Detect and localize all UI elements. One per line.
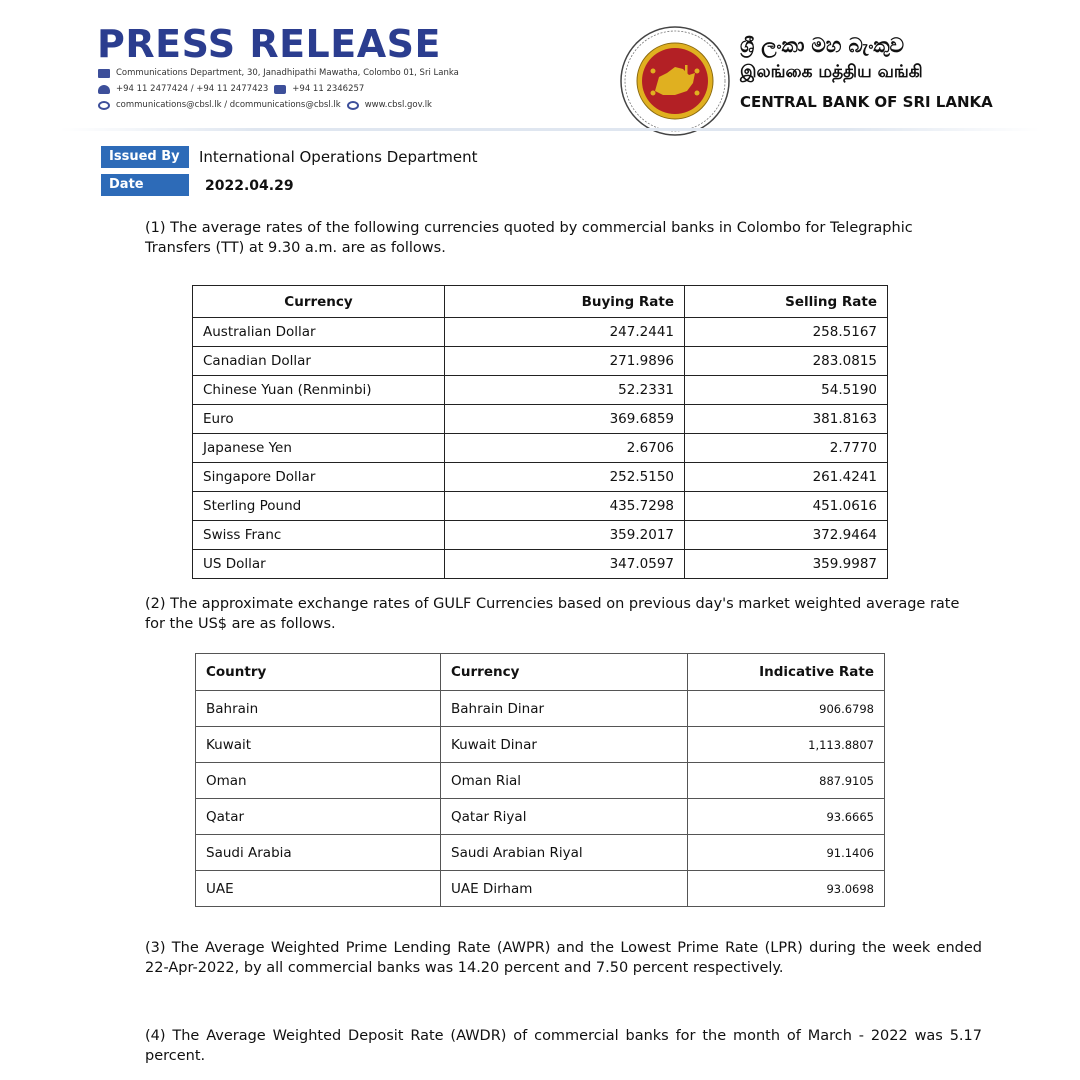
header-divider <box>60 128 1040 131</box>
table-cell: 1,113.8807 <box>688 727 885 763</box>
table-cell: Chinese Yuan (Renminbi) <box>193 376 445 405</box>
website-link[interactable]: www.cbsl.gov.lk <box>364 100 432 110</box>
table-cell: Swiss Franc <box>193 521 445 550</box>
table-row <box>193 550 888 579</box>
table-cell: 347.0597 <box>445 550 685 579</box>
table-cell: 381.8163 <box>685 405 888 434</box>
column-header-country: Country <box>196 654 441 691</box>
table-cell: 261.4241 <box>685 463 888 492</box>
column-header-currency: Currency <box>441 654 688 691</box>
table-row <box>193 492 888 521</box>
email-text: communications@cbsl.lk / dcommunications@cbsl.lk <box>116 100 341 110</box>
table-row <box>196 763 885 799</box>
bank-name-english: CENTRAL BANK OF SRI LANKA <box>740 93 993 111</box>
bank-name-sinhala: ශ්‍රී ලංකා මහ බැංකුව <box>740 33 905 57</box>
table-header-row <box>193 286 888 318</box>
table-cell: 247.2441 <box>445 318 685 347</box>
paragraph-awpr: (3) The Average Weighted Prime Lending Rate (AWPR) and the Lowest Prime Rate (LPR) during the week ended 22-Apr-2022, by all commercial banks was 14.20 percent and 7.50 percent respectively. <box>145 940 982 976</box>
table-cell: Saudi Arabia <box>196 835 441 871</box>
issued-by-value: International Operations Department <box>199 148 478 166</box>
table-header-row <box>196 654 885 691</box>
email-icon <box>98 101 110 110</box>
table-cell: Singapore Dollar <box>193 463 445 492</box>
column-header-currency: Currency <box>193 286 445 318</box>
paragraph-awdr: (4) The Average Weighted Deposit Rate (AWDR) of commercial banks for the month of March - 2022 was 5.17 percent. <box>145 1028 982 1064</box>
table-cell: UAE <box>196 871 441 907</box>
email-line <box>98 100 432 110</box>
table-cell: 2.7770 <box>685 434 888 463</box>
table-cell: 369.6859 <box>445 405 685 434</box>
table-cell: UAE Dirham <box>441 871 688 907</box>
table-cell: Oman <box>196 763 441 799</box>
fax-text: +94 11 2346257 <box>292 84 365 94</box>
table-cell: Qatar <box>196 799 441 835</box>
table-row <box>193 347 888 376</box>
column-header-indicative-rate: Indicative Rate <box>688 654 885 691</box>
table-row <box>196 835 885 871</box>
table-cell: 906.6798 <box>688 691 885 727</box>
table-cell: Japanese Yen <box>193 434 445 463</box>
central-bank-seal-logo <box>619 25 731 137</box>
table-cell: 93.6665 <box>688 799 885 835</box>
table-row <box>193 405 888 434</box>
column-header-buying-rate: Buying Rate <box>445 286 685 318</box>
table-cell: Euro <box>193 405 445 434</box>
table-row <box>196 727 885 763</box>
table-cell: 93.0698 <box>688 871 885 907</box>
gulf-rates-table <box>195 653 885 907</box>
issued-by-label: Issued By <box>101 146 189 168</box>
phone-text: +94 11 2477424 / +94 11 2477423 <box>116 84 269 94</box>
table-row <box>193 376 888 405</box>
table-cell: 887.9105 <box>688 763 885 799</box>
table-cell: Saudi Arabian Riyal <box>441 835 688 871</box>
table-cell: Oman Rial <box>441 763 688 799</box>
table-row <box>193 434 888 463</box>
table-cell: 271.9896 <box>445 347 685 376</box>
phone-line <box>98 84 364 94</box>
table-cell: 2.6706 <box>445 434 685 463</box>
table-cell: 372.9464 <box>685 521 888 550</box>
table-cell: 435.7298 <box>445 492 685 521</box>
globe-icon <box>347 101 359 110</box>
table-cell: 359.2017 <box>445 521 685 550</box>
table-cell: 283.0815 <box>685 347 888 376</box>
table-row <box>193 318 888 347</box>
address-text: Communications Department, 30, Janadhipathi Mawatha, Colombo 01, Sri Lanka <box>116 68 459 78</box>
table-cell: Canadian Dollar <box>193 347 445 376</box>
table-cell: 252.5150 <box>445 463 685 492</box>
envelope-icon <box>98 69 110 78</box>
paragraph-gulf-rates: (2) The approximate exchange rates of GULF Currencies based on previous day's market weighted average rate for the US$ are as follows. <box>145 596 960 632</box>
phone-icon <box>98 85 110 94</box>
table-cell: Australian Dollar <box>193 318 445 347</box>
press-release-title: PRESS RELEASE <box>97 22 441 66</box>
table-row <box>196 871 885 907</box>
table-cell: Sterling Pound <box>193 492 445 521</box>
table-cell: Kuwait <box>196 727 441 763</box>
tt-rates-table <box>192 285 888 579</box>
table-row <box>196 691 885 727</box>
table-cell: 91.1406 <box>688 835 885 871</box>
table-cell: 54.5190 <box>685 376 888 405</box>
table-cell: Bahrain <box>196 691 441 727</box>
address-line <box>98 68 459 78</box>
bank-name-tamil: இலங்கை மத்திய வங்கி <box>740 62 923 82</box>
table-row <box>193 463 888 492</box>
table-cell: 359.9987 <box>685 550 888 579</box>
date-label: Date <box>101 174 189 196</box>
table-cell: US Dollar <box>193 550 445 579</box>
table-cell: Kuwait Dinar <box>441 727 688 763</box>
table-cell: Qatar Riyal <box>441 799 688 835</box>
table-row <box>196 799 885 835</box>
table-cell: 52.2331 <box>445 376 685 405</box>
column-header-selling-rate: Selling Rate <box>685 286 888 318</box>
table-cell: 258.5167 <box>685 318 888 347</box>
table-row <box>193 521 888 550</box>
paragraph-tt-rates: (1) The average rates of the following currencies quoted by commercial banks in Colombo for Telegraphic Transfers (TT) at 9.30 a.m. are as follows. <box>145 220 913 256</box>
table-cell: 451.0616 <box>685 492 888 521</box>
date-value: 2022.04.29 <box>205 178 294 194</box>
table-cell: Bahrain Dinar <box>441 691 688 727</box>
fax-icon <box>274 85 286 94</box>
letterhead <box>0 0 1080 132</box>
